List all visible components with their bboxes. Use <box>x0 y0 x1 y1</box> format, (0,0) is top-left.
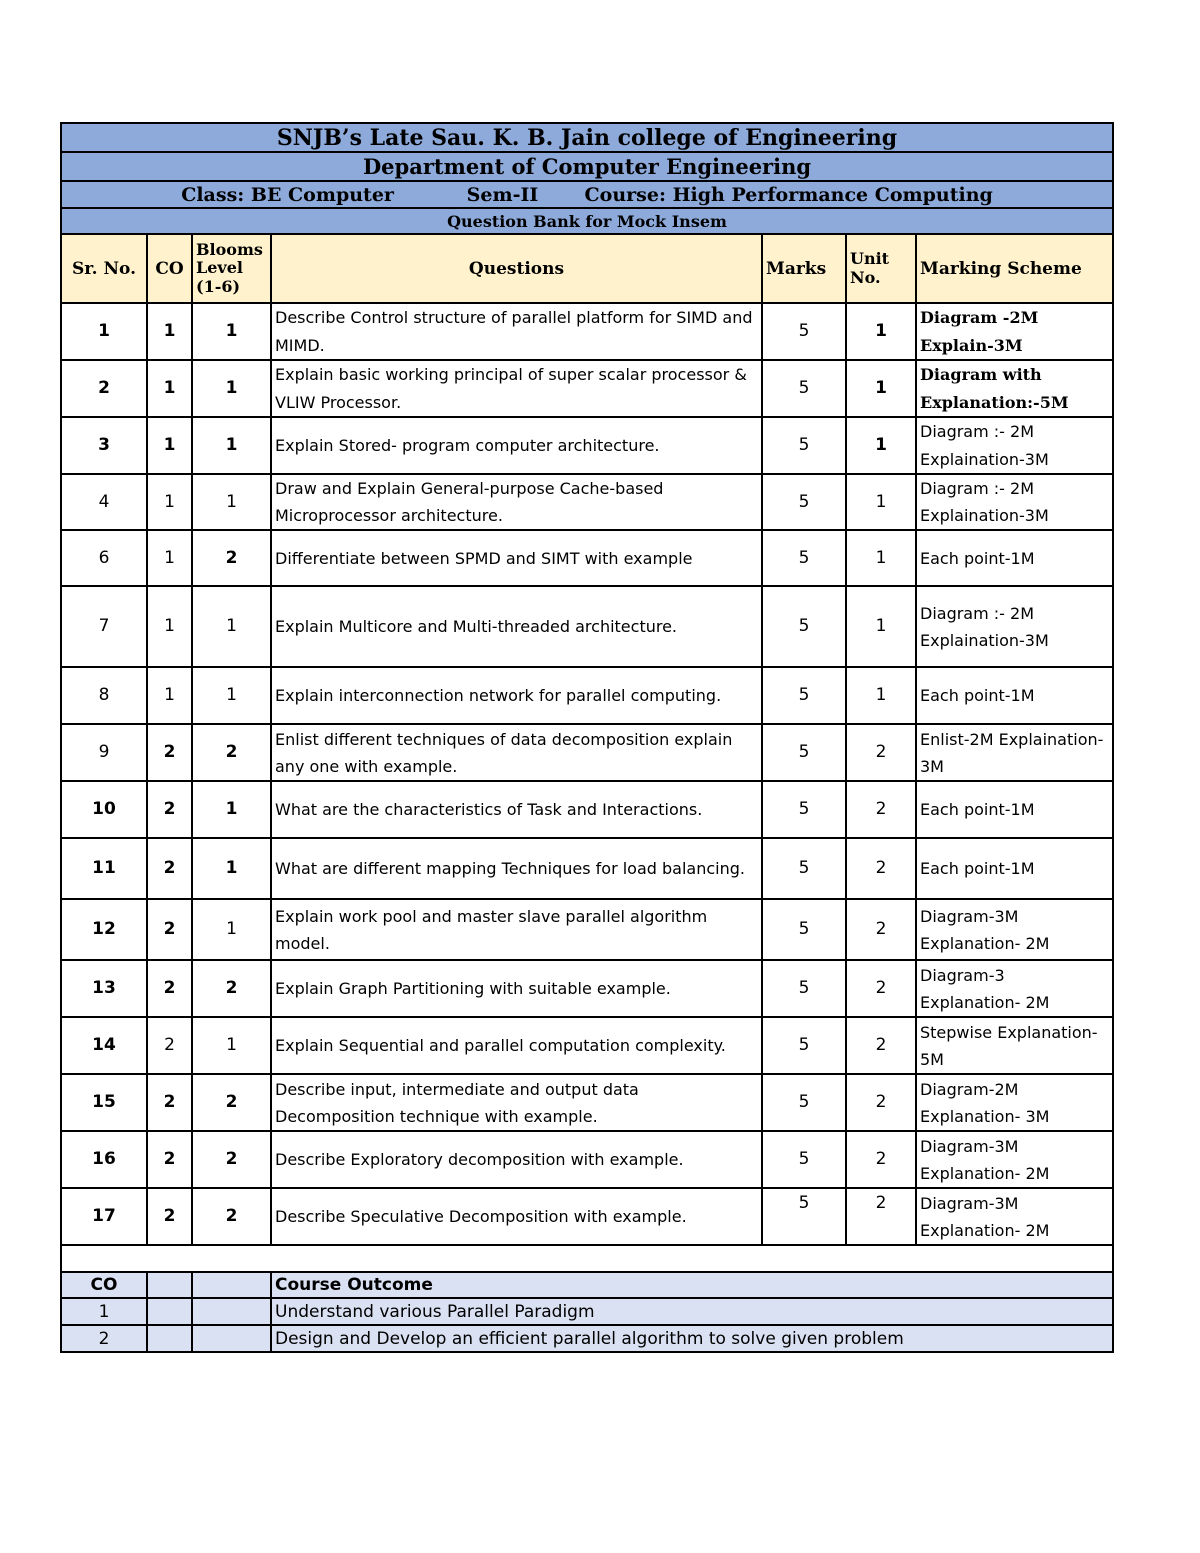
blooms-cell: 1 <box>192 474 271 530</box>
sr-no-cell: 9 <box>61 724 147 781</box>
co-cell: 2 <box>147 1131 192 1188</box>
blank-cell <box>192 1325 271 1352</box>
question-text: Enlist different techniques of data decomposition explain any one with example. <box>271 724 762 781</box>
outcome-text: Understand various Parallel Paradigm <box>271 1298 1113 1325</box>
outcome-co-number: 2 <box>61 1325 147 1352</box>
sr-no-cell: 15 <box>61 1074 147 1131</box>
marks-cell: 5 <box>762 474 846 530</box>
course-outcome-title: Course Outcome <box>271 1272 1113 1298</box>
marks-cell: 5 <box>762 1188 846 1245</box>
marking-scheme-cell: Diagram-3M Explanation- 2M <box>916 1131 1113 1188</box>
marking-scheme-cell: Enlist-2M Explaination-3M <box>916 724 1113 781</box>
unit-cell: 2 <box>846 838 916 899</box>
unit-cell: 2 <box>846 1074 916 1131</box>
co-cell: 1 <box>147 303 192 360</box>
sr-no-cell: 14 <box>61 1017 147 1074</box>
co-cell: 2 <box>147 838 192 899</box>
blank-cell <box>192 1272 271 1298</box>
sr-no-cell: 6 <box>61 530 147 586</box>
marking-scheme-cell: Diagram with Explanation:-5M <box>916 360 1113 417</box>
blooms-cell: 2 <box>192 960 271 1017</box>
blank-cell <box>147 1298 192 1325</box>
question-text: Explain Stored- program computer architecture. <box>271 417 762 474</box>
co-cell: 1 <box>147 360 192 417</box>
question-row <box>61 586 1113 667</box>
col-marks: Marks <box>762 234 846 303</box>
course-outcome-header-row <box>61 1272 1113 1298</box>
question-text: Describe Exploratory decomposition with example. <box>271 1131 762 1188</box>
unit-cell: 1 <box>846 667 916 724</box>
marks-cell: 5 <box>762 586 846 667</box>
outcome-co-number: 1 <box>61 1298 147 1325</box>
col-blooms-level: Blooms Level (1-6) <box>192 234 271 303</box>
marking-scheme-cell: Diagram-3M Explanation- 2M <box>916 899 1113 960</box>
col-questions: Questions <box>271 234 762 303</box>
marking-scheme-cell: Diagram -2M Explain-3M <box>916 303 1113 360</box>
marks-cell: 5 <box>762 899 846 960</box>
sr-no-cell: 8 <box>61 667 147 724</box>
question-bank-table <box>60 122 1114 1353</box>
blooms-cell: 2 <box>192 1188 271 1245</box>
marking-scheme-cell: Diagram :- 2M Explaination-3M <box>916 474 1113 530</box>
sr-no-cell: 12 <box>61 899 147 960</box>
blooms-cell: 1 <box>192 417 271 474</box>
blooms-cell: 1 <box>192 586 271 667</box>
sr-no-cell: 13 <box>61 960 147 1017</box>
marking-scheme-cell: Diagram-2M Explanation- 3M <box>916 1074 1113 1131</box>
department-row <box>61 152 1113 181</box>
co-cell: 2 <box>147 960 192 1017</box>
question-row <box>61 417 1113 474</box>
marking-scheme-cell: Each point-1M <box>916 530 1113 586</box>
question-row <box>61 724 1113 781</box>
blooms-cell: 1 <box>192 781 271 838</box>
marks-cell: 5 <box>762 360 846 417</box>
question-text: Explain basic working principal of super scalar processor & VLIW Processor. <box>271 360 762 417</box>
question-text: Differentiate between SPMD and SIMT with example <box>271 530 762 586</box>
marks-cell: 5 <box>762 1131 846 1188</box>
col-unit-no: Unit No. <box>846 234 916 303</box>
question-row <box>61 303 1113 360</box>
co-cell: 2 <box>147 899 192 960</box>
question-row <box>61 1131 1113 1188</box>
marking-scheme-cell: Each point-1M <box>916 667 1113 724</box>
marks-cell: 5 <box>762 1074 846 1131</box>
marking-scheme-cell: Each point-1M <box>916 781 1113 838</box>
question-text: Draw and Explain General-purpose Cache-based Microprocessor architecture. <box>271 474 762 530</box>
unit-cell: 1 <box>846 474 916 530</box>
question-text: Describe Control structure of parallel platform for SIMD and MIMD. <box>271 303 762 360</box>
col-marking-scheme: Marking Scheme <box>916 234 1113 303</box>
question-row <box>61 667 1113 724</box>
question-row <box>61 838 1113 899</box>
blooms-cell: 1 <box>192 303 271 360</box>
marks-cell: 5 <box>762 417 846 474</box>
question-row <box>61 1074 1113 1131</box>
unit-cell: 1 <box>846 530 916 586</box>
unit-cell: 2 <box>846 1188 916 1245</box>
unit-cell: 1 <box>846 360 916 417</box>
question-text: Explain Sequential and parallel computation complexity. <box>271 1017 762 1074</box>
sr-no-cell: 10 <box>61 781 147 838</box>
sr-no-cell: 16 <box>61 1131 147 1188</box>
unit-cell: 2 <box>846 781 916 838</box>
col-co: CO <box>147 234 192 303</box>
marks-cell: 5 <box>762 667 846 724</box>
outcome-text: Design and Develop an efficient parallel algorithm to solve given problem <box>271 1325 1113 1352</box>
co-label: CO <box>61 1272 147 1298</box>
marks-cell: 5 <box>762 960 846 1017</box>
bank-title-row <box>61 208 1113 234</box>
question-text: Explain Graph Partitioning with suitable example. <box>271 960 762 1017</box>
co-cell: 2 <box>147 1188 192 1245</box>
unit-cell: 1 <box>846 586 916 667</box>
blank-cell <box>147 1325 192 1352</box>
blooms-cell: 2 <box>192 1074 271 1131</box>
co-cell: 1 <box>147 586 192 667</box>
blooms-cell: 2 <box>192 1131 271 1188</box>
sr-no-cell: 1 <box>61 303 147 360</box>
question-text: Describe Speculative Decomposition with example. <box>271 1188 762 1245</box>
marks-cell: 5 <box>762 781 846 838</box>
sr-no-cell: 11 <box>61 838 147 899</box>
blooms-cell: 1 <box>192 360 271 417</box>
co-cell: 1 <box>147 417 192 474</box>
blooms-cell: 2 <box>192 724 271 781</box>
co-cell: 1 <box>147 474 192 530</box>
co-cell: 2 <box>147 1074 192 1131</box>
marking-scheme-cell: Stepwise Explanation-5M <box>916 1017 1113 1074</box>
co-cell: 2 <box>147 724 192 781</box>
question-text: Explain work pool and master slave parallel algorithm model. <box>271 899 762 960</box>
course-outcome-row <box>61 1325 1113 1352</box>
unit-cell: 2 <box>846 724 916 781</box>
course-outcome-row <box>61 1298 1113 1325</box>
class-row <box>61 181 1113 208</box>
marking-scheme-cell: Each point-1M <box>916 838 1113 899</box>
college-title: SNJB’s Late Sau. K. B. Jain college of Engineering <box>61 123 1113 152</box>
blooms-cell: 1 <box>192 667 271 724</box>
question-row <box>61 474 1113 530</box>
blooms-cell: 1 <box>192 1017 271 1074</box>
department-title: Department of Computer Engineering <box>61 152 1113 181</box>
question-row <box>61 1188 1113 1245</box>
marking-scheme-cell: Diagram-3 Explanation- 2M <box>916 960 1113 1017</box>
co-cell: 1 <box>147 530 192 586</box>
question-text: What are different mapping Techniques for load balancing. <box>271 838 762 899</box>
marking-scheme-cell: Diagram :- 2M Explaination-3M <box>916 586 1113 667</box>
unit-cell: 2 <box>846 1017 916 1074</box>
question-row <box>61 960 1113 1017</box>
marking-scheme-cell: Diagram :- 2M Explaination-3M <box>916 417 1113 474</box>
blooms-cell: 2 <box>192 530 271 586</box>
marks-cell: 5 <box>762 838 846 899</box>
column-header-row <box>61 234 1113 303</box>
spacer-cell <box>61 1245 1113 1272</box>
question-row <box>61 899 1113 960</box>
sr-no-cell: 2 <box>61 360 147 417</box>
college-row <box>61 123 1113 152</box>
spacer-row <box>61 1245 1113 1272</box>
question-row <box>61 781 1113 838</box>
blooms-cell: 1 <box>192 838 271 899</box>
question-text: What are the characteristics of Task and Interactions. <box>271 781 762 838</box>
question-text: Describe input, intermediate and output data Decomposition technique with example. <box>271 1074 762 1131</box>
marks-cell: 5 <box>762 303 846 360</box>
marking-scheme-cell: Diagram-3M Explanation- 2M <box>916 1188 1113 1245</box>
question-bank-title: Question Bank for Mock Insem <box>61 208 1113 234</box>
question-row <box>61 360 1113 417</box>
unit-cell: 1 <box>846 303 916 360</box>
marks-cell: 5 <box>762 530 846 586</box>
question-row <box>61 1017 1113 1074</box>
question-row <box>61 530 1113 586</box>
sr-no-cell: 3 <box>61 417 147 474</box>
question-text: Explain interconnection network for parallel computing. <box>271 667 762 724</box>
unit-cell: 2 <box>846 960 916 1017</box>
sr-no-cell: 7 <box>61 586 147 667</box>
col-sr-no: Sr. No. <box>61 234 147 303</box>
blooms-cell: 1 <box>192 899 271 960</box>
marks-cell: 5 <box>762 724 846 781</box>
unit-cell: 2 <box>846 899 916 960</box>
sr-no-cell: 17 <box>61 1188 147 1245</box>
sr-no-cell: 4 <box>61 474 147 530</box>
blank-cell <box>192 1298 271 1325</box>
co-cell: 1 <box>147 667 192 724</box>
co-cell: 2 <box>147 1017 192 1074</box>
unit-cell: 1 <box>846 417 916 474</box>
question-text: Explain Multicore and Multi-threaded architecture. <box>271 586 762 667</box>
co-cell: 2 <box>147 781 192 838</box>
class-course-line: Class: BE Computer Sem-II Course: High Performance Computing <box>61 181 1113 208</box>
unit-cell: 2 <box>846 1131 916 1188</box>
blank-cell <box>147 1272 192 1298</box>
marks-cell: 5 <box>762 1017 846 1074</box>
